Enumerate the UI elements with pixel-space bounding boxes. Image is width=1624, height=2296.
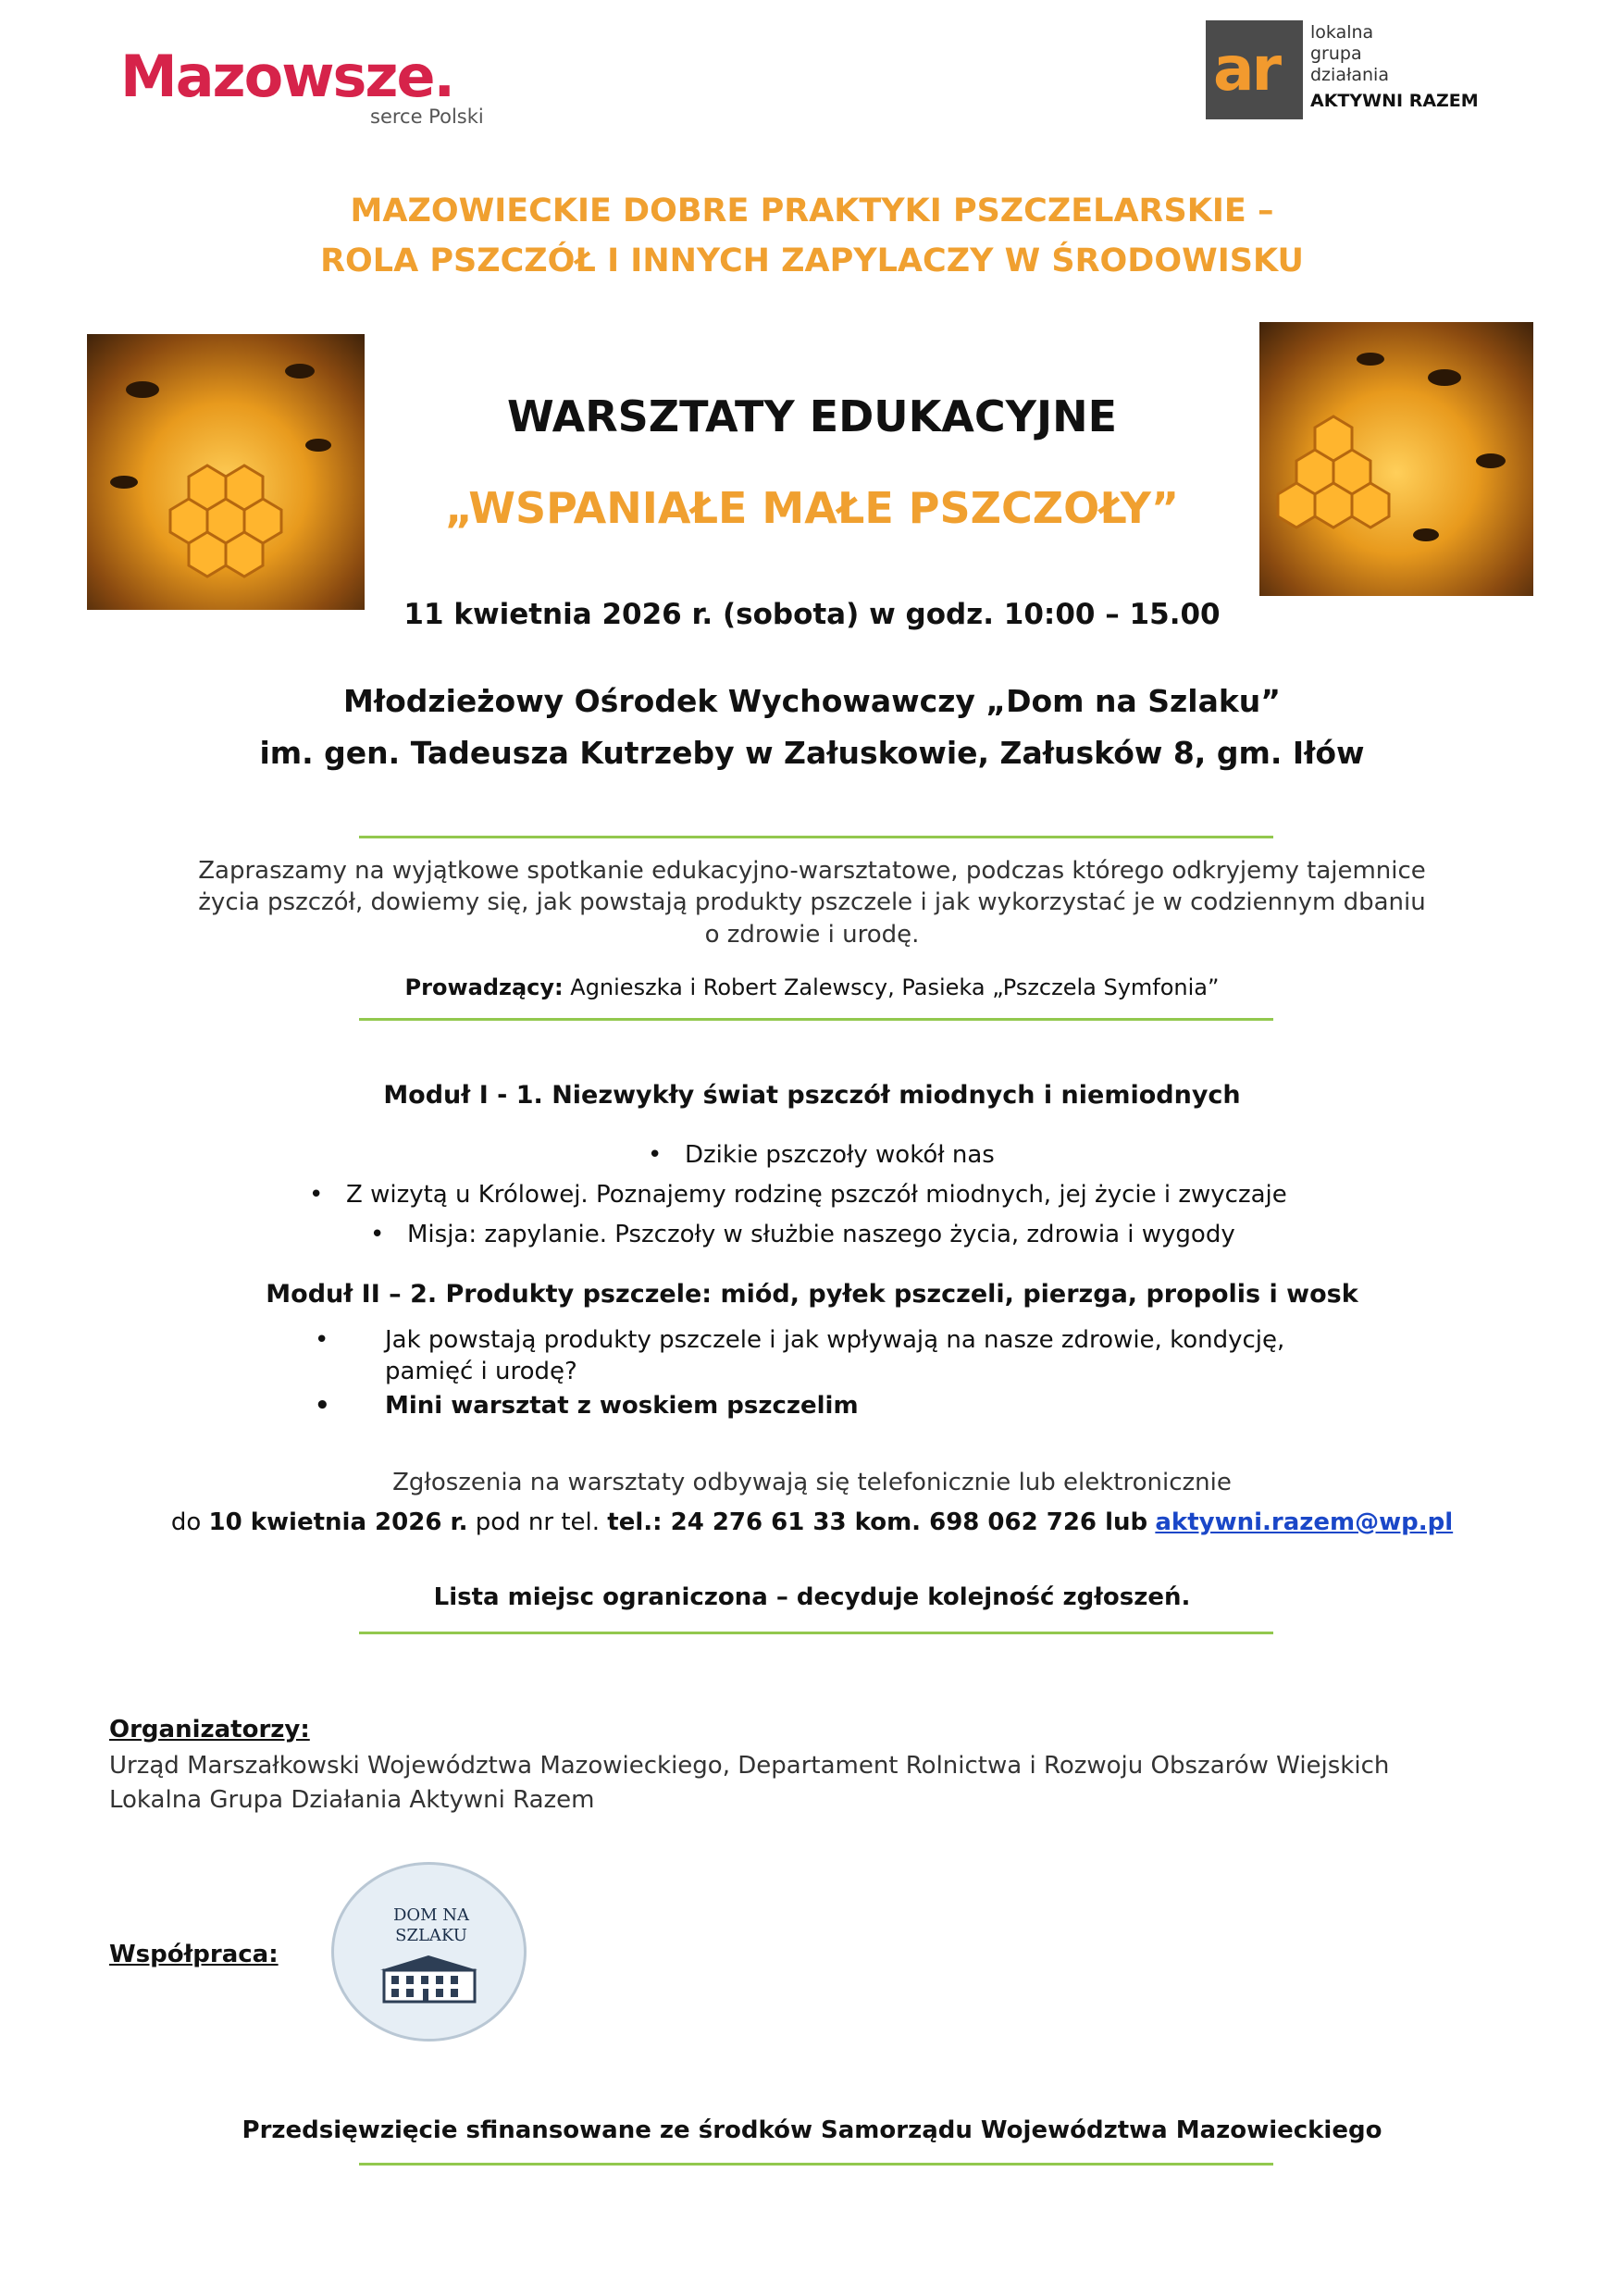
email-link[interactable]: aktywni.razem@wp.pl: [1155, 1508, 1454, 1536]
lgd-logo-line: działania: [1310, 65, 1389, 85]
registration-phones: tel.: 24 276 61 33 kom. 698 062 726 lub: [607, 1508, 1148, 1536]
mazowsze-logo-word: Mazowsze.: [120, 43, 454, 110]
seal-text-2: SZLAKU: [395, 1926, 467, 1945]
organizers-line-1: Urząd Marszałkowski Województwa Mazowieckiego, Departament Rolnictwa i Rozwoju Obszarów Wiejskich: [109, 1752, 1390, 1780]
lgd-logo-line: grupa: [1310, 43, 1362, 64]
module-2-item-text: Jak powstają produkty pszczele i jak wpływają na nasze zdrowie, kondycję,: [385, 1326, 1285, 1354]
event-date: 11 kwietnia 2026 r. (sobota) w godz. 10:00 – 15.00: [403, 598, 1221, 631]
divider: [359, 1018, 1273, 1021]
module-1-item: • Misja: zapylanie. Pszczoły w służbie naszego życia, zdrowia i wygody: [370, 1221, 1235, 1248]
module-1-item: • Z wizytą u Królowej. Poznajemy rodzinę pszczół miodnych, jej życie i zwyczaje: [309, 1181, 1287, 1209]
divider: [359, 1632, 1273, 1634]
module-2-item: •: [315, 1326, 329, 1354]
building-icon: [371, 1950, 487, 2005]
event-venue-line-1: Młodzieżowy Ośrodek Wychowawczy „Dom na Szlaku”: [343, 683, 1281, 719]
lgd-logo-line: lokalna: [1310, 22, 1374, 43]
header-line-2: ROLA PSZCZÓŁ I INNYCH ZAPYLACZY W ŚRODOWISKU: [320, 242, 1304, 279]
hosts: [0, 972, 1624, 1003]
lgd-logo-mark-text: ar: [1213, 33, 1280, 105]
module-2-item: •: [315, 1392, 330, 1420]
lgd-logo-name: AKTYWNI RAZEM: [1310, 91, 1479, 111]
footer-funding: Przedsięwzięcie sfinansowane ze środków Samorządu Województwa Mazowieckiego: [242, 2116, 1382, 2144]
event-venue-line-2: im. gen. Tadeusza Kutrzeby w Załuskowie, Załusków 8, gm. Iłów: [259, 735, 1365, 771]
registration-line-2: do 10 kwietnia 2026 r. pod nr tel. tel.: 24 276 61 33 kom. 698 062 726 lub aktywni.razem@wp.pl: [170, 1508, 1454, 1536]
hosts-label: Prowadzący:: [404, 974, 564, 1000]
cooperation-label: Współpraca:: [109, 1941, 279, 1968]
divider: [359, 2163, 1273, 2166]
registration-deadline: 10 kwietnia 2026 r.: [208, 1508, 468, 1536]
mazowsze-logo: [120, 43, 509, 131]
module-1-title: Moduł I - 1. Niezwykły świat pszczół miodnych i niemiodnych: [383, 1081, 1241, 1110]
module-2-item-text: Mini warsztat z woskiem pszczelim: [385, 1392, 859, 1420]
honeycomb-bees-image-right: [1259, 322, 1533, 596]
header-line-1: MAZOWIECKIE DOBRE PRAKTYKI PSZCZELARSKIE –: [350, 192, 1274, 230]
honeycomb-bees-image-left: [87, 334, 365, 610]
intro-line-1: Zapraszamy na wyjątkowe spotkanie edukacyjno-warsztatowe, podczas którego odkryjemy tajemnice: [198, 857, 1426, 885]
module-2-item-text: pamięć i urodę?: [385, 1358, 577, 1385]
registration-note: Lista miejsc ograniczona – decyduje kolejność zgłoszeń.: [433, 1583, 1191, 1611]
intro-line-2: życia pszczół, dowiemy się, jak powstają produkty pszczele i jak wykorzystać je w codziennym dbaniu: [198, 888, 1426, 916]
organizers-label: Organizatorzy:: [109, 1716, 310, 1744]
event-title: WARSZTATY EDUKACYJNE: [506, 391, 1118, 441]
registration-line-1: Zgłoszenia na warsztaty odbywają się telefonicznie lub elektronicznie: [392, 1469, 1232, 1496]
mazowsze-logo-tagline: serce Polski: [370, 105, 484, 128]
intro-line-3: o zdrowie i urodę.: [704, 921, 920, 949]
organizers-line-2: Lokalna Grupa Działania Aktywni Razem: [109, 1786, 595, 1814]
event-subtitle: „WSPANIAŁE MAŁE PSZCZOŁY”: [444, 483, 1180, 533]
hosts-value: Agnieszka i Robert Zalewscy, Pasieka „Pszczela Symfonia”: [563, 974, 1220, 1000]
divider: [359, 836, 1273, 838]
lgd-logo: [1206, 20, 1511, 122]
module-2-title: Moduł II – 2. Produkty pszczele: miód, pyłek pszczeli, pierzga, propolis i wosk: [266, 1280, 1358, 1309]
seal-text-1: DOM NA: [392, 1905, 470, 1925]
dom-na-szlaku-seal: [331, 1862, 527, 2042]
module-1-item: • Dzikie pszczoły wokół nas: [648, 1141, 995, 1169]
